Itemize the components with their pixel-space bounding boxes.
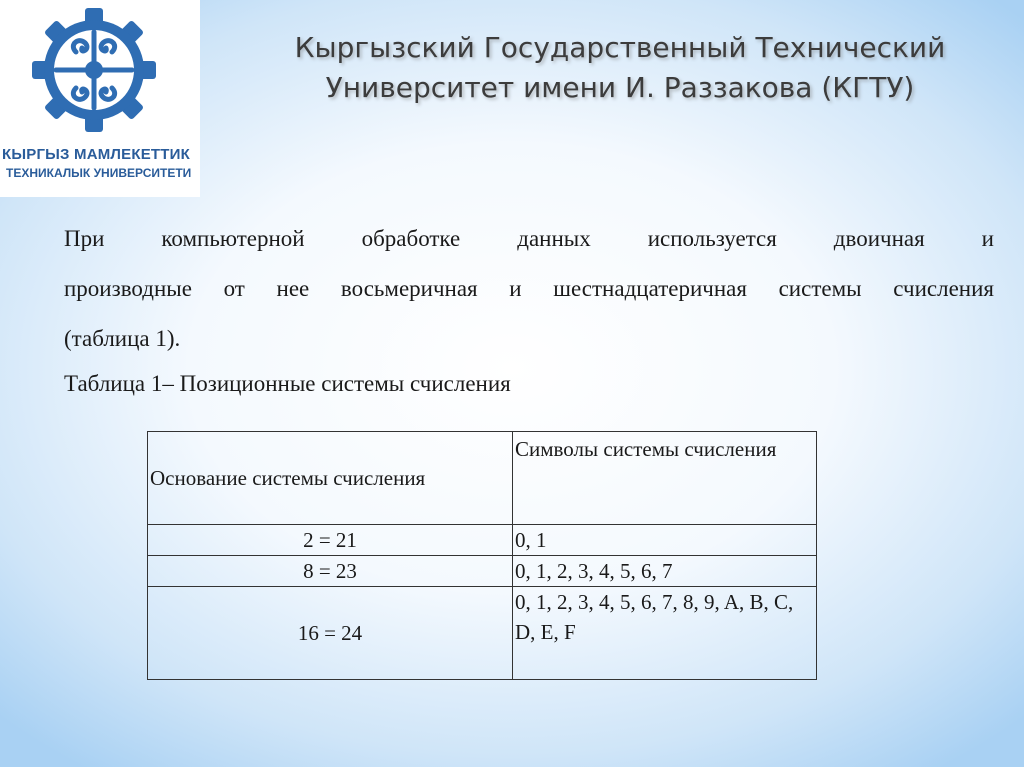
title-line-1: Кыргызский Государственный Технический: [294, 31, 946, 64]
paragraph-line-1: При компьютерной обработке данных используется двоичная и: [64, 226, 994, 251]
table-cell-base: 8 = 23: [148, 556, 513, 587]
paragraph-line-2: производные от нее восьмеричная и шестнадцатеричная системы счисления: [64, 276, 994, 301]
table-header-base: Основание системы счисления: [148, 432, 513, 525]
page-title: [250, 28, 990, 108]
paragraph-line-3: (таблица 1).: [64, 326, 181, 351]
table-cell-base: 16 = 24: [148, 587, 513, 680]
logo-text-line1: КЫРГЫЗ МАМЛЕКЕТТИК: [2, 146, 190, 163]
table-row: [148, 525, 817, 556]
table-header-symbols: Символы системы счисления: [513, 432, 817, 525]
logo-text-line2: ТЕХНИКАЛЫК УНИВЕРСИТЕТИ: [6, 166, 192, 180]
table-row: [148, 587, 817, 680]
table-caption: Таблица 1– Позиционные системы счисления: [64, 371, 511, 396]
title-line-2: Университет имени И. Раззакова (КГТУ): [325, 71, 915, 104]
number-systems-table: [147, 431, 817, 680]
university-logo: [0, 0, 200, 197]
body-paragraph: [64, 214, 994, 364]
gear-emblem-icon: [30, 6, 158, 134]
table-header-row: [148, 432, 817, 525]
table-row: [148, 556, 817, 587]
table-cell-symbols: 0, 1, 2, 3, 4, 5, 6, 7: [513, 556, 817, 587]
table-cell-base: 2 = 21: [148, 525, 513, 556]
table-cell-symbols: 0, 1: [513, 525, 817, 556]
table-cell-symbols: 0, 1, 2, 3, 4, 5, 6, 7, 8, 9, A, B, C, D, E, F: [513, 587, 817, 680]
